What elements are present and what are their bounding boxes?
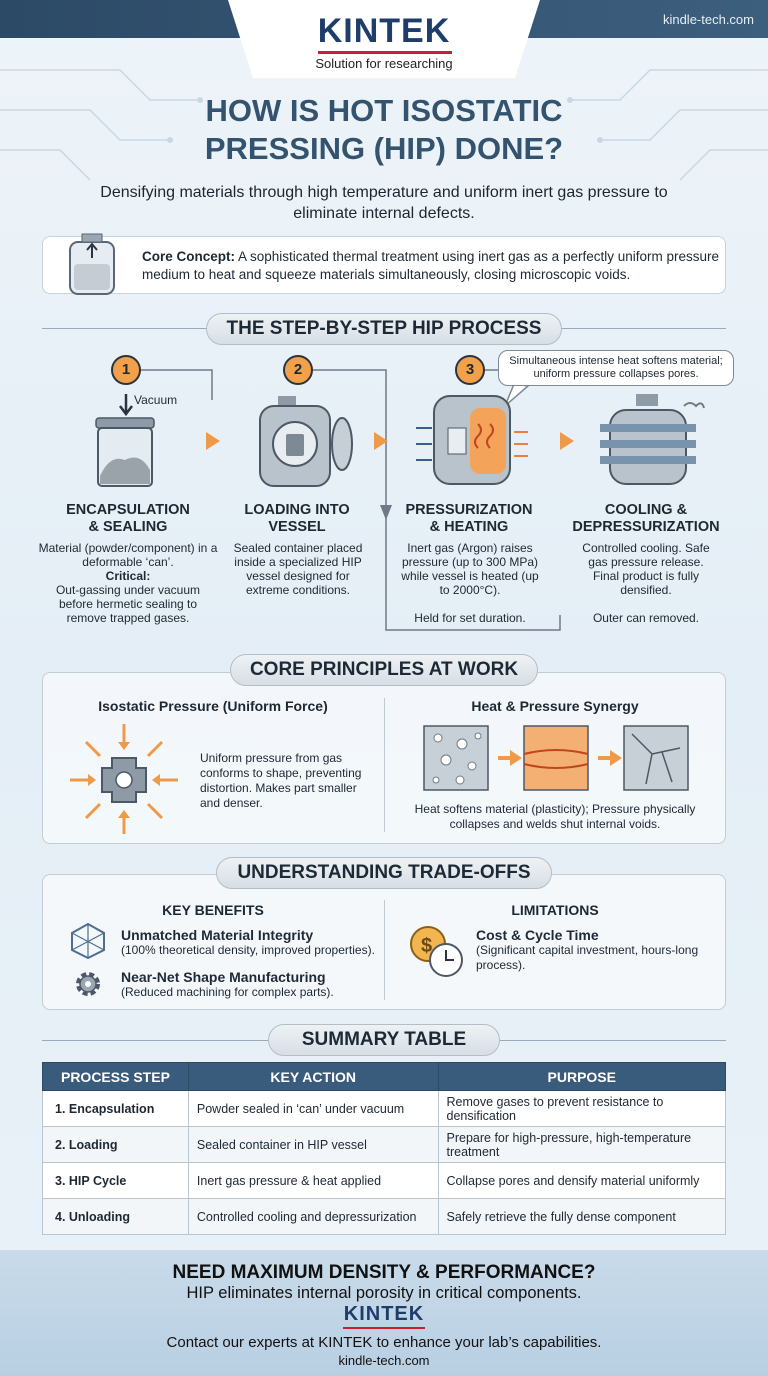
- tradeoffs-heading: UNDERSTANDING TRADE-OFFS: [216, 857, 552, 889]
- table-cell: 2. Loading: [43, 1127, 189, 1163]
- benefit-1: [121, 927, 391, 958]
- synergy-diagram: [422, 724, 692, 794]
- limitation-1-title: Cost & Cycle Time: [476, 927, 599, 943]
- column-header: KEY ACTION: [188, 1063, 438, 1091]
- vacuum-label: Vacuum: [134, 393, 178, 407]
- brand-logo[interactable]: KINTEK: [317, 12, 451, 50]
- step-4-desc-b: Outer can removed.: [592, 611, 700, 625]
- step-3-badge: 3: [455, 355, 485, 385]
- step-2-title-line-2: VESSEL: [268, 519, 326, 535]
- process-heading: THE STEP-BY-STEP HIP PROCESS: [206, 313, 562, 345]
- column-header: PURPOSE: [438, 1063, 725, 1091]
- step-4-title-line-2: DEPRESSURIZATION: [572, 519, 720, 535]
- core-concept-body: A sophisticated thermal treatment using inert gas as a perfectly uniform pressure medium to heat and squeeze materials simultaneously, closing microscopic voids.: [142, 249, 720, 282]
- table-cell: 1. Encapsulation: [43, 1091, 189, 1127]
- svg-text:$: $: [421, 935, 433, 957]
- table-row: [43, 1199, 726, 1235]
- principles-divider: [384, 698, 385, 832]
- molecule-icon: [68, 922, 108, 960]
- summary-divider-left: [42, 1040, 272, 1041]
- step-1-title-line-1: ENCAPSULATION: [66, 502, 190, 518]
- benefit-1-title: Unmatched Material Integrity: [121, 927, 314, 943]
- synergy-text: Heat softens material (plasticity); Pressure physically collapses and welds shut internal voids.: [414, 802, 696, 831]
- process-divider-right: [558, 328, 726, 329]
- step-4-desc-a: Controlled cooling. Safe gas pressure release. Final product is fully densified.: [582, 541, 710, 597]
- footer-site-link[interactable]: kindle-tech.com: [338, 1353, 430, 1368]
- title-line-2: PRESSING (HIP) DONE?: [204, 131, 564, 166]
- table-cell: Inert gas pressure & heat applied: [188, 1163, 438, 1199]
- table-cell: Controlled cooling and depressurization: [188, 1199, 438, 1235]
- title-line-1: HOW IS HOT ISOSTATIC: [205, 93, 563, 128]
- step-3-desc-b: Held for set duration.: [414, 611, 526, 625]
- gear-icon: [70, 966, 106, 1002]
- table-cell: Safely retrieve the fully dense component: [438, 1199, 725, 1235]
- benefit-1-text: (100% theoretical density, improved properties).: [121, 943, 375, 957]
- site-link-top[interactable]: kindle-tech.com: [662, 12, 754, 27]
- table-row: [43, 1163, 726, 1199]
- page-title: [0, 92, 768, 168]
- table-header-row: [43, 1063, 726, 1091]
- column-header: PROCESS STEP: [43, 1063, 189, 1091]
- step-4-title: [566, 502, 726, 536]
- benefit-2-text: (Reduced machining for complex parts).: [121, 985, 334, 999]
- footer-logo-underline: [343, 1327, 425, 1329]
- flow-arrow-2: [374, 432, 388, 450]
- brand-tagline: Solution for researching: [315, 56, 453, 71]
- isostatic-text: Uniform pressure from gas conforms to shape, preventing distortion. Makes part smaller and denser.: [200, 751, 362, 810]
- step-4-desc: [580, 541, 712, 625]
- step-1-desc: [38, 541, 218, 625]
- step-4-title-line-1: COOLING &: [604, 502, 688, 518]
- step-1-desc-c: Out-gassing under vacuum before hermetic sealing to remove trapped gases.: [55, 583, 201, 625]
- summary-table: [42, 1062, 726, 1235]
- table-cell: Prepare for high-pressure, high-temperature treatment: [438, 1127, 725, 1163]
- table-cell: Collapse pores and densify material uniformly: [438, 1163, 725, 1199]
- limitation-1-text: (Significant capital investment, hours-long process).: [476, 943, 699, 972]
- table-cell: 3. HIP Cycle: [43, 1163, 189, 1199]
- step-1-desc-a: Material (powder/component) in a deformable ‘can’.: [38, 541, 218, 569]
- table-row: [43, 1091, 726, 1127]
- step-1-desc-critical: Critical:: [105, 569, 151, 583]
- cooling-vessel-icon: [596, 392, 706, 492]
- flow-arrow-1: [206, 432, 220, 450]
- step-3-title-line-2: & HEATING: [429, 519, 509, 535]
- step-2-title-line-1: LOADING INTO: [244, 502, 350, 518]
- core-concept-text: [142, 248, 722, 284]
- step-2-desc: Sealed container placed inside a specialized HIP vessel designed for extreme conditions.: [233, 541, 363, 597]
- table-cell: 4. Unloading: [43, 1199, 189, 1235]
- step-1-title: [38, 502, 218, 536]
- sealed-can-icon: [90, 416, 160, 490]
- table-row: [43, 1127, 726, 1163]
- principles-heading: CORE PRINCIPLES AT WORK: [230, 654, 538, 686]
- footer-subline: HIP eliminates internal porosity in critical components.: [186, 1284, 582, 1302]
- table-cell: Powder sealed in ‘can’ under vacuum: [188, 1091, 438, 1127]
- table-cell: Sealed container in HIP vessel: [188, 1127, 438, 1163]
- step-3-title: [394, 502, 544, 536]
- footer-contact: Contact our experts at KINTEK to enhance your lab’s capabilities.: [166, 1334, 602, 1351]
- flow-arrow-3: [560, 432, 574, 450]
- step-3-desc-a: Inert gas (Argon) raises pressure (up to 300 MPa) while vessel is heated (up to 2000°C).: [401, 541, 539, 597]
- synergy-title: Heat & Pressure Synergy: [471, 698, 639, 714]
- footer-logo[interactable]: KINTEK: [343, 1303, 425, 1325]
- isostatic-title: Isostatic Pressure (Uniform Force): [98, 698, 328, 714]
- page-subtitle: Densifying materials through high temperature and uniform inert gas pressure to eliminate internal defects.: [100, 184, 668, 222]
- step-1-title-line-2: & SEALING: [88, 519, 168, 535]
- table-cell: Remove gases to prevent resistance to densification: [438, 1091, 725, 1127]
- heat-pressure-callout: Simultaneous intense heat softens material; uniform pressure collapses pores.: [498, 350, 734, 386]
- core-concept-label: Core Concept:: [142, 249, 236, 264]
- limitation-1: [476, 927, 708, 973]
- hip-vessel-heating-icon: [412, 388, 532, 492]
- benefits-title: KEY BENEFITS: [162, 902, 264, 918]
- benefit-2: [121, 969, 383, 1000]
- step-2-title: [222, 502, 372, 536]
- isostatic-pressure-icon: [66, 722, 182, 834]
- step-3-desc: [398, 541, 542, 625]
- summary-heading: SUMMARY TABLE: [268, 1024, 500, 1056]
- logo-underline: [318, 51, 452, 54]
- hip-vessel-open-icon: [248, 394, 358, 494]
- step-2-badge: 2: [283, 355, 313, 385]
- footer-headline: NEED MAXIMUM DENSITY & PERFORMANCE?: [172, 1262, 596, 1283]
- limitations-title: LIMITATIONS: [511, 902, 599, 918]
- summary-divider-right: [496, 1040, 726, 1041]
- step-1-badge: 1: [111, 355, 141, 385]
- process-divider-left: [42, 328, 212, 329]
- step-3-title-line-1: PRESSURIZATION: [405, 502, 533, 518]
- coin-clock-icon: [408, 922, 466, 980]
- pressure-vessel-icon: [62, 228, 122, 298]
- benefit-2-title: Near-Net Shape Manufacturing: [121, 969, 326, 985]
